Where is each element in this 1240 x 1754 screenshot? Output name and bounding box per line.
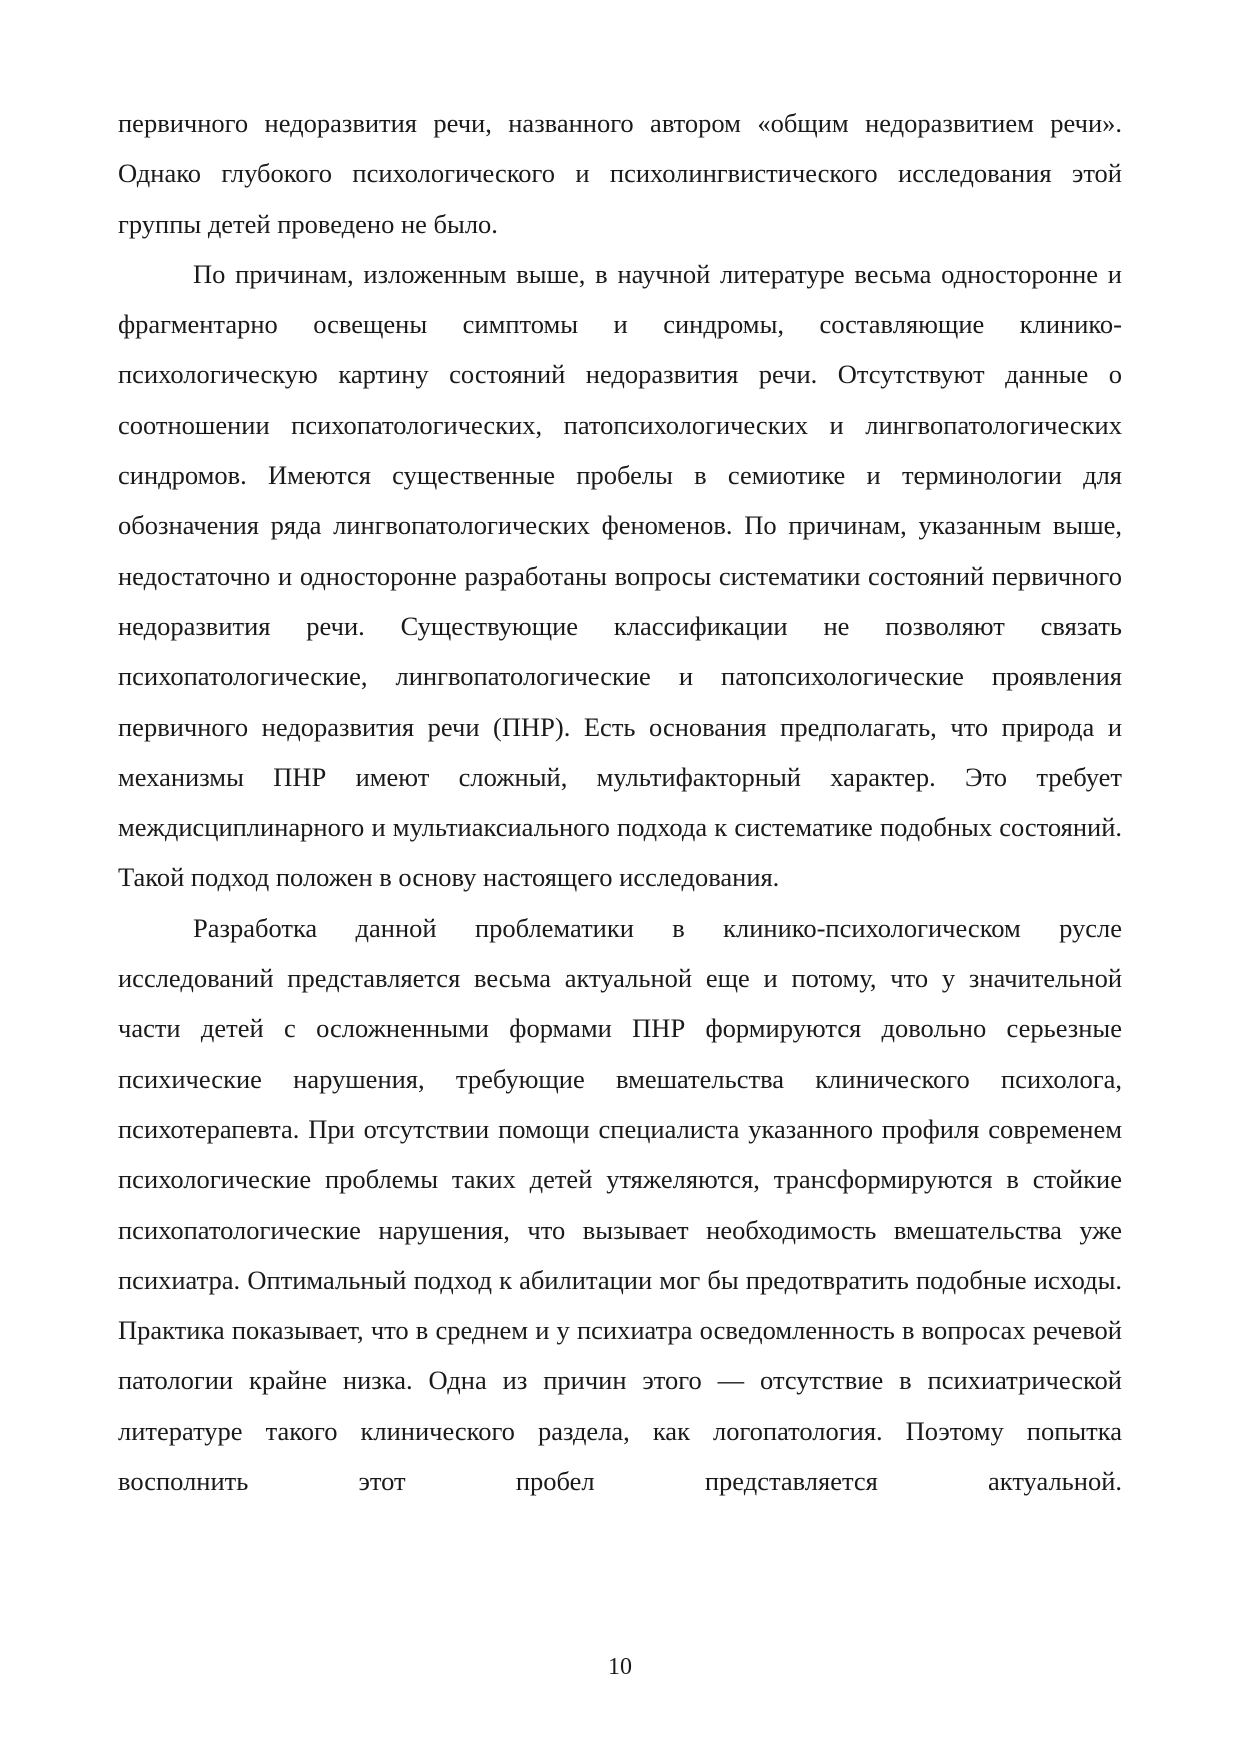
page-number: 10	[608, 1654, 632, 1680]
paragraph-2: По причинам, изложенным выше, в научной литературе весьма односторонне и фрагментарно освещены симптомы и синдромы, составляющие клинико-психологическую картину состояний недоразвития речи. Отсутствуют данные о соотношении психопатологических, патопсихологических и лингвопатологических синдромов. Имеются существенные пробелы в семиотике и терминологии для обозначения ряда лингвопатологических феноменов. По причинам, указанным выше, недостаточно и односторонне разработаны вопросы систематики состояний первичного недоразвития речи. Существующие классификации не позволяют связать психопатологические, лингвопатологические и патопсихологические проявления первичного недоразвития речи (ПНР). Есть основания предполагать, что природа и механизмы ПНР имеют сложный, мультифакторный характер. Это требует междисциплинарного и мультиаксиального подхода к систематике подобных состояний. Такой подход положен в основу настоящего исследования.	[118, 258, 1122, 893]
document-page	[118, 98, 1122, 1506]
paragraph-3: Разработка данной проблематики в клинико-психологическом русле исследований представляется весьма актуальной еще и потому, что у значительной части детей с осложненными формами ПНР формируются довольно серьезные психические нарушения, требующие вмешательства клинического психолога, психотерапевта. При отсутствии помощи специалиста указанного профиля современем психологические проблемы таких детей утяжеляются, трансформируются в стойкие психопатологические нарушения, что вызывает необходимость вмешательства уже психиатра. Оптимальный подход к абилитации мог бы предотвратить подобные исходы. Практика показывает, что в среднем и у психиатра осведомленность в вопросах речевой патологии крайне низка. Одна из причин этого — отсутствие в психиатрической литературе такого клинического раздела, как логопатология. Поэтому попытка восполнить этот пробел представляется актуальной.	[118, 912, 1122, 1497]
paragraph-1: первичного недоразвития речи, названного автором «общим недоразвитием речи». Однако глубокого психологического и психолингвистического исследования этой группы детей проведено не было.	[118, 108, 1122, 239]
